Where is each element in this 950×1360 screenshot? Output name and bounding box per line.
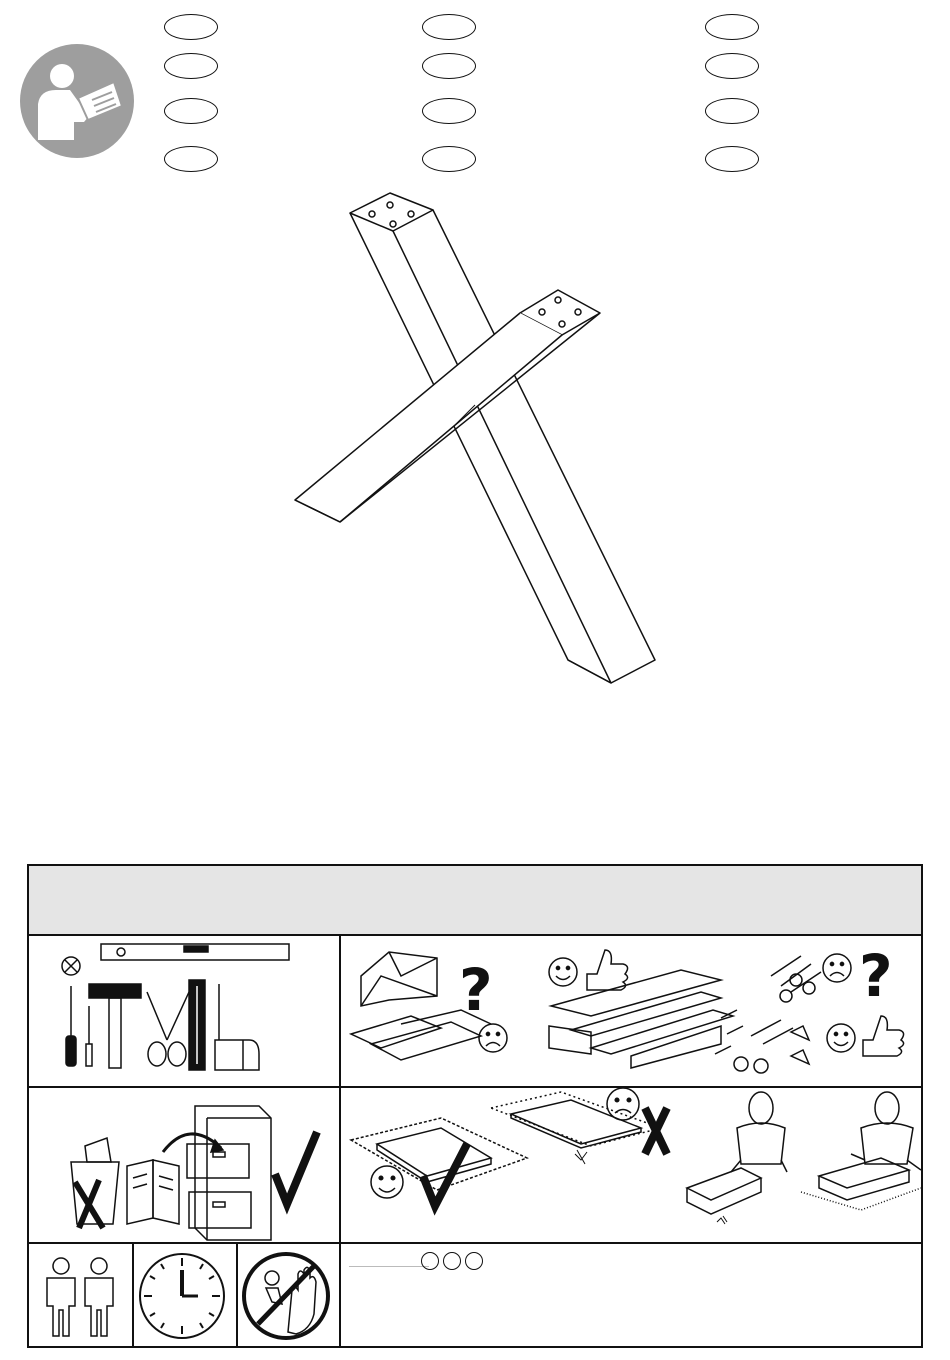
- smile-face-icon: [827, 1024, 855, 1052]
- keep-instructions-cell: [29, 1088, 339, 1242]
- hardware-help-cell: [341, 1244, 921, 1346]
- spirit-level-icon: [101, 944, 289, 960]
- hardware-oval: [443, 1252, 461, 1270]
- screwdriver-icon: [66, 986, 76, 1066]
- smile-face-icon: [371, 1166, 403, 1198]
- utility-knife-icon: [189, 980, 205, 1070]
- tools-cell: [29, 936, 339, 1086]
- clock-icon: [134, 1244, 236, 1346]
- no-children-cell: [238, 1244, 339, 1346]
- scissors-icon: [147, 992, 189, 1066]
- two-persons-icon: [29, 1244, 132, 1346]
- awl-icon: [86, 1006, 92, 1066]
- clock-cell: [134, 1244, 236, 1346]
- sort-parts-cell: [341, 936, 921, 1086]
- underline-rule: [349, 1266, 429, 1267]
- question-mark-icon: ?: [859, 942, 893, 1010]
- two-persons-cell: [29, 1244, 132, 1346]
- check-mark-icon: [275, 1132, 317, 1204]
- frown-face-icon: [823, 954, 851, 982]
- rug-icon: [351, 1118, 527, 1190]
- tape-measure-icon: [215, 984, 259, 1070]
- thumbs-up-icon: [587, 950, 628, 990]
- hardware-oval: [421, 1252, 439, 1270]
- hardware-oval: [465, 1252, 483, 1270]
- frown-face-icon: [479, 1024, 507, 1052]
- no-children-icon: [238, 1244, 339, 1346]
- filing-cabinet-icon: [187, 1106, 271, 1240]
- question-mark-icon: ?: [459, 956, 493, 1024]
- cross-mark-icon: [75, 1180, 103, 1228]
- instruction-booklet-icon: [127, 1160, 179, 1224]
- smile-face-icon: [549, 958, 577, 986]
- work-surface-cell: [341, 1088, 921, 1242]
- hammer-icon: [89, 984, 141, 1068]
- worker-icon: [687, 1092, 787, 1224]
- assembly-advice-panel: [27, 864, 923, 1348]
- panel-header: [29, 866, 921, 936]
- worker-icon: [801, 1092, 921, 1210]
- frown-face-icon: [607, 1088, 639, 1120]
- thumbs-up-icon: [863, 1016, 904, 1056]
